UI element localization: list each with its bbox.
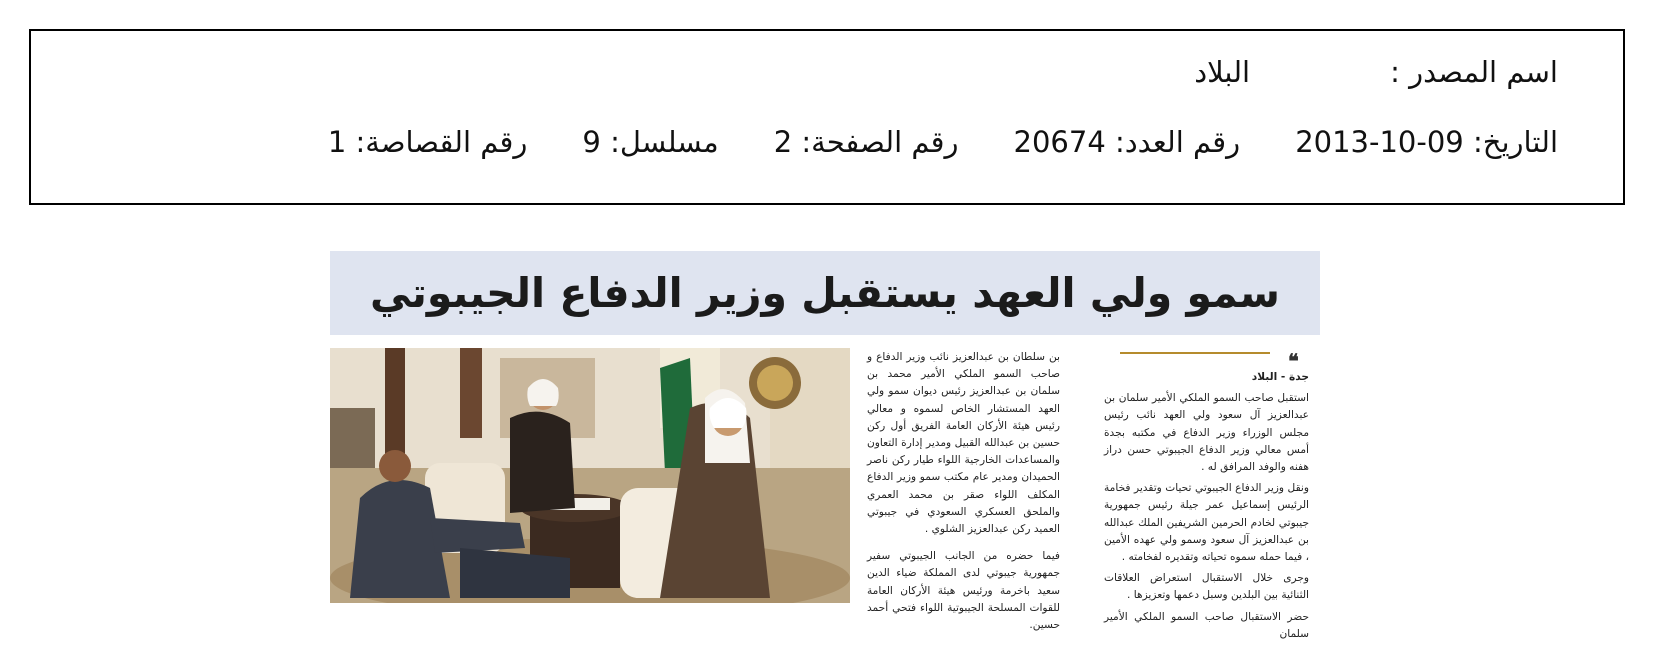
article-column-middle <box>867 349 1060 638</box>
newspaper-clipping <box>330 251 1320 640</box>
quote-icon: ❝ <box>1288 349 1299 373</box>
article-column-right <box>1104 369 1309 647</box>
clipping-metadata-box <box>29 29 1625 205</box>
article-paragraph: وجرى خلال الاستقبال استعراض العلاقات الثنائية بين البلدين وسبل دعمها وتعزيزها . <box>1104 572 1309 602</box>
serial-value: 9 <box>582 125 601 159</box>
article-paragraph: ونقل وزير الدفاع الجيبوتي تحيات وتقدير فخامة الرئيس إسماعيل عمر جيلة رئيس جمهورية جيبوتي لخادم الحرمين الشريفين الملك عبدالله بن عبدالعزيز آل سعود وسمو ولي عهده الأمين ، فيما حمله سموه تحياته وتقديره لفخامته . <box>1104 482 1309 564</box>
source-value: البلاد <box>1194 55 1251 89</box>
clip-number-value: 1 <box>327 125 347 159</box>
source-label: اسم المصدر : <box>1390 55 1558 89</box>
article-photo <box>330 348 850 603</box>
source-row <box>1194 55 1558 89</box>
clip-number-field <box>328 125 528 159</box>
issue-field <box>1014 125 1241 159</box>
article-dateline: جدة - البلاد <box>1251 371 1309 383</box>
date-label: التاريخ: <box>1472 125 1558 159</box>
date-field <box>1295 125 1558 159</box>
date-value: 2013-10-09 <box>1295 125 1464 159</box>
divider-rule <box>1120 352 1270 354</box>
serial-field <box>582 125 718 159</box>
clip-number-label: رقم القصاصة: <box>355 125 528 159</box>
serial-label: مسلسل: <box>610 125 719 159</box>
page-value: 2 <box>773 125 793 159</box>
article-headline: سمو ولي العهد يستقبل وزير الدفاع الجيبوتي <box>370 269 1280 317</box>
page-field <box>774 125 959 159</box>
article-paragraph: حضر الاستقبال صاحب السمو الملكي الأمير سلمان <box>1104 610 1309 640</box>
issue-label: رقم العدد: <box>1115 125 1241 159</box>
headline-band <box>330 251 1320 335</box>
meta-row <box>328 125 1558 159</box>
meeting-photo-image <box>330 348 850 603</box>
issue-value: 20674 <box>1013 125 1106 159</box>
article-paragraph: فيما حضره من الجانب الجيبوتي سفير جمهورية جيبوتي لدى المملكة ضياء الدين سعيد باخرمة ورئيس هيئة الأركان العامة للقوات المسلحة الجيبوتية اللواء فتحي أحمد حسين. <box>867 550 1060 632</box>
article-paragraph: استقبل صاحب السمو الملكي الأمير سلمان بن عبدالعزيز آل سعود ولي العهد نائب رئيس مجلس الوزراء وزير الدفاع في مكتبه بجدة أمس معالي وزير الدفاع الجيبوتي حسن دراز هفنه والوفد المرافق له . <box>1104 392 1309 474</box>
page-label: رقم الصفحة: <box>801 125 959 159</box>
article-paragraph: بن سلطان بن عبدالعزيز نائب وزير الدفاع و صاحب السمو الملكي الأمير محمد بن سلمان بن عبدالعزيز رئيس ديوان سمو ولي العهد المستشار الخاص لسموه و معالي رئيس هيئة الأركان العامة الفريق أول ركن حسين بن عبدالله القبيل ومدير إدارة التعاون والمساعدات الخارجية اللواء طيار ركن ناصر الحميدان ومدير عام مكتب سمو وزير الدفاع المكلف اللواء صقر بن محمد العمري والملحق العسكري السعودي في جيبوتي العميد ركن عبدالعزيز الشلوي . <box>867 351 1060 536</box>
